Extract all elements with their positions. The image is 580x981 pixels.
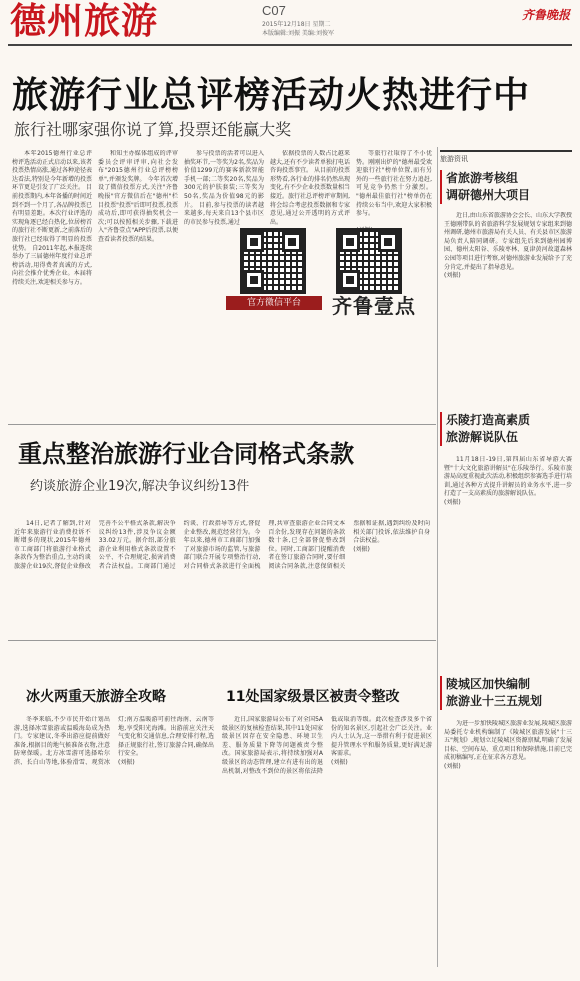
- third-headline: 冰火两重天旅游全攻略: [26, 689, 166, 705]
- paper-logo: 齐鲁晚报: [522, 8, 571, 22]
- masthead-rule: [8, 44, 572, 46]
- sidebar-accent: [440, 170, 442, 204]
- qr-eye: [340, 270, 360, 290]
- sidebar-divider: [437, 147, 438, 967]
- lead-column-3: 参与投票的活者可以进入抽奖环节,一等奖为2名,奖品为价值1299元的赛客新款智能手机一部;二等奖20名,奖品为300元的护肤套装;三等奖为50名,奖品为价值98元的影片。 目前,参与投票的读者越来越多,每天来自13个县市区的市民参与投票,通过: [184, 150, 264, 226]
- fourth-author: (刘振): [331, 758, 348, 766]
- qr-eye: [282, 232, 302, 252]
- second-headline: 重点整治旅游行业合同格式条款: [18, 440, 354, 468]
- lead-subheadline: 旅行社哪家强你说了算,投票还能赢大奖: [14, 120, 292, 139]
- section-rule: [8, 424, 436, 425]
- qr-eye: [244, 270, 264, 290]
- editor-line: 本版编辑:刘振 美编:刘俊军: [262, 30, 334, 37]
- sidebar-body-2: 11月18日-19日,第四届山东省导游大赛暨"十大文化旅游讲解员"在乐陵举行。乐陵市旅游局高度重视此次活动,积极组织参赛选手进行培训,通过各种方式提升讲解员的业务水平,进一步打造了一支高素质的旅游解说队伍。 (刘振): [444, 456, 572, 506]
- sidebar-body-1: 近日,由山东省旅游协会会长、山东大学教授王德刚带队的省旅游科学发展规划专家组来到德州调研,德州市旅游局有关人员、有关县市区旅游局负责人陪同调研。专家组先后来到德州园博园、德州太阳谷、乐陵枣林、夏津黄河故道森林公园等项目进行考察,对德州旅游业发展给予了充分肯定,并提出了指导意见。 (刘振): [444, 212, 572, 280]
- sidebar-headline-1: 省旅游考核组 调研德州大项目: [446, 171, 531, 202]
- sidebar-headline-3: 陵城区加快编制 旅游业十三五规划: [446, 677, 543, 708]
- third-body: 冬季来临,不少市民开始计划出游,选择冰雪旅游或温暖海岛成为热门。专家建议,冬季出游应提前做好准备,根据目的地气候准备衣物,注意防寒保暖。北方冰雪游可选择哈尔滨、长白山等地,体验滑雪、观赏冰灯;南方温暖游可前往海南、云南等地,享受阳光海滩。出游前应关注天气变化和交通信息,合理安排行程,选择正规旅行社,签订旅游合同,确保出行安全。 (刘振): [14, 716, 214, 766]
- sidebar-body-3: 为进一步加快陵城区旅游业发展,陵城区旅游局委托专业机构编制了《陵城区旅游发展"十三五"规划》,规划立足陵城区资源禀赋,明确了发展目标、空间布局、重点项目和保障措施,目前已完成初稿编写,正在征求各方意见。 (刘振): [444, 720, 572, 770]
- app-qr-code: [336, 228, 402, 294]
- lead-column-2: 和知主办媒体组成的评审委员会评审评审,向社会发布"2015德州行业总评榜榜单",并颁发奖牌。 今年首次增设了微信投票方式,关注"齐鲁晚报"官方微信后在"德州"栏目投票"投票"后即可投票,投票成功后,即可获得抽奖机会一次;可以按照相关步骤,下载进入"齐鲁壹点"APP后投票,以便查看读者投票的结果。: [98, 150, 178, 243]
- date-line: 2015年12月18日 星期二: [262, 21, 331, 28]
- sidebar-accent: [440, 676, 442, 710]
- masthead: [0, 0, 580, 40]
- fourth-headline: 11处国家级景区被责令整改: [226, 689, 400, 705]
- qr-eye: [378, 232, 398, 252]
- lead-column-1: 本年2015德州行业总评榜评选活动正式启动以来,该者投票热情高涨,通过各种途径表达看法,特别是今年新增的投票环节更是引发了广泛关注。 目前投票期内,本年备播的时间近到不到一个月了,各品牌投票已有明显差距。本次行业评选的实现角逐已经白热化,位居榜首的旅行社不断更新,之前落后的旅行社已经取得了明显的投票优势。 自2011年起,本报连续举办了三届德州年度行业总评榜活动,用得费者真诚的方式,向社会推介优秀企业。本届将持续关注,欢迎相关参与方。: [12, 150, 92, 286]
- sidebar-accent: [440, 412, 442, 446]
- lead-column-4: 依据投票的人数占比越来越大,还有不少读者单独打电话咨询投票事宜。 从目前的投票形势看,各行业的排名仍然出现变化,有不少企业投票数量相当接近。旅行社总评榜评审期间,将会综合考虑投票数据和专家意见,通过公开透明的方式评出。: [270, 150, 350, 226]
- sidebar-tag: 旅游资讯: [440, 150, 572, 152]
- sidebar-headline-2: 乐陵打造高素质 旅游解说队伍: [446, 413, 531, 444]
- page-number: C07: [262, 3, 286, 18]
- section-rule: [8, 640, 436, 641]
- app-qr-caption: 齐鲁壹点: [332, 294, 416, 318]
- third-author: (刘振): [118, 758, 135, 766]
- fourth-body: 近日,国家旅游局公布了对全国5A级景区的复核检查结果,其中11处国家级景区因存在安全隐患、环境卫生差、服务质量下降等问题被责令整改。国家旅游局表示,将持续加强对A级景区的动态管理,建立有进有出的退出机制,对整改不到位的景区将依法降低或取消等级。此次检查涉及多个省份的知名景区,引起社会广泛关注。业内人士认为,这一举措有利于促进景区提升管理水平和服务质量,更好满足游客需求。 (刘振): [222, 716, 432, 775]
- second-body: 14日,记者了解到,针对近年来旅游行业消费投诉不断增多的现状,2015年德州市工商部门将旅游行业格式条款作为整治重点,主动约谈旅游企业19次,督促企业修改完善不公平格式条款,解决争议纠纷13件,涉及争议金额33.02万元。据介绍,部分旅游企业利用格式条款设置不公平、不合理规定,损害消费者合法权益。工商部门通过约谈、行政指导等方式,督促企业整改,规范经营行为。今年以来,德州市工商部门加强了对旅游市场的监管,与旅游部门联合开展专项整治行动,对合同格式条款进行全面梳理,共审查旅游企业合同文本百余份,发现存在问题的条款数十条,已全部督促整改到位。同时,工商部门提醒消费者在签订旅游合同时,要仔细阅读合同条款,注意保留相关票据和证据,遇到纠纷及时向相关部门投诉,依法维护自身合法权益。 (刘振): [14, 520, 430, 570]
- section-name: 德州旅游: [10, 1, 159, 42]
- wechat-qr-caption: 官方微信平台: [226, 296, 322, 310]
- second-subheadline: 约谈旅游企业19次,解决争议纠纷13件: [30, 479, 250, 494]
- qr-eye: [340, 232, 360, 252]
- second-author: (刘振): [353, 545, 370, 553]
- lead-headline: 旅游行业总评榜活动火热进行中: [12, 75, 531, 116]
- lead-column-5: 等旅行社取得了不小优势。刚刚出炉的"德州最受欢迎旅行社"榜单位置,而有另外的一些旅行社在努力追赶,可见竞争仍然十分激烈。 "德州最佳旅行社"榜单仍在持续公布当中,欢迎大家积极参与。: [356, 150, 432, 310]
- wechat-qr-code: [240, 228, 306, 294]
- qr-eye: [244, 232, 264, 252]
